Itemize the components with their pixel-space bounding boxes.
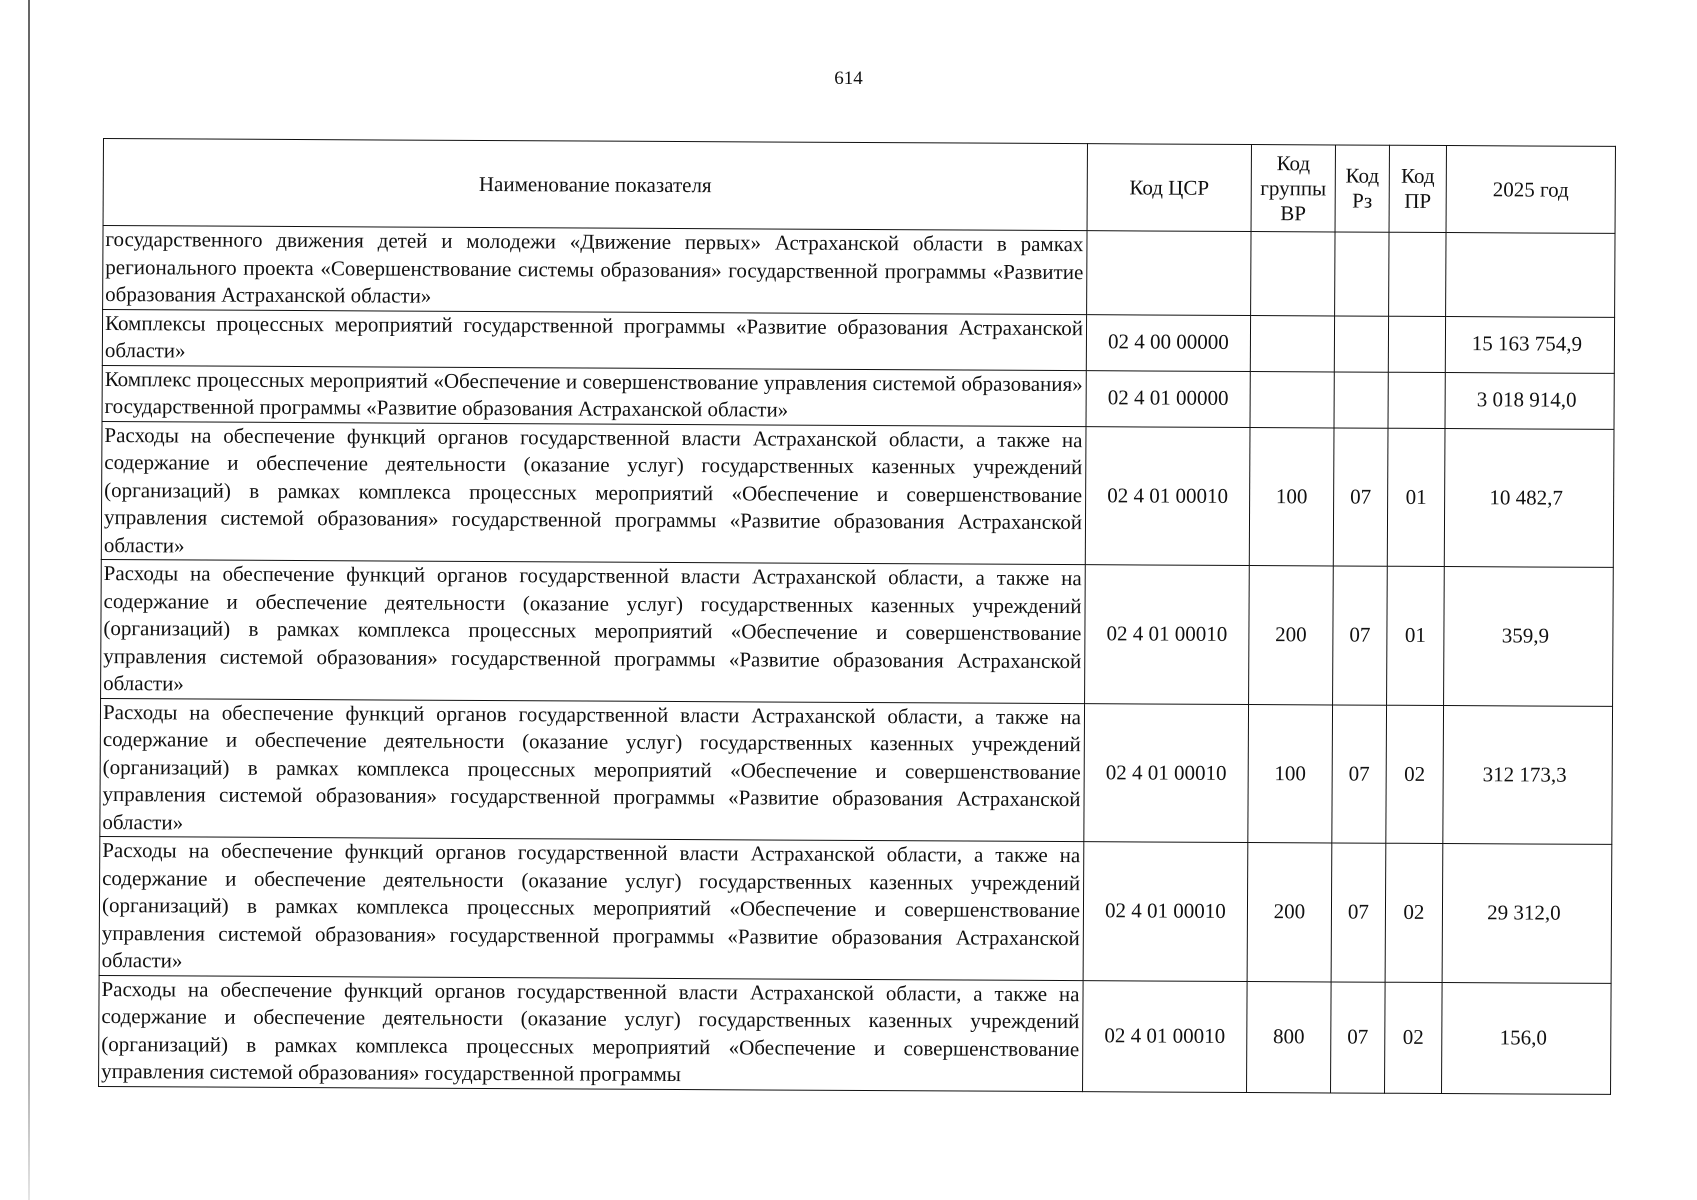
row-amount: 10 482,7 [1444, 428, 1614, 567]
header-year: 2025 год [1446, 146, 1615, 234]
row-name: Расходы на обеспечение функций органов государственной власти Астраханской области, а также на содержание и обеспечение деятельности (оказание услуг) государственных казенных учреждений (организаций) в рамках комплекса процессных мероприятий «Обеспечение и совершенствование управления системой образования» государственной программы «Развитие образования Астраханской области» [100, 698, 1085, 842]
row-name: Расходы на обеспечение функций органов государственной власти Астраханской области, а также на содержание и обеспечение деятельности (оказание услуг) государственных казенных учреждений (организаций) в рамках комплекса процессных мероприятий «Обеспечение и совершенствование управления системой образования» государственной программы «Развитие образования Астраханской области» [101, 559, 1086, 703]
row-name: Комплекс процессных мероприятий «Обеспечение и совершенствование управления системой образования» государственной программы «Развитие образования Астраханской области» [102, 365, 1086, 426]
row-amount: 3 018 914,0 [1445, 372, 1614, 429]
page-number: 614 [834, 68, 863, 89]
table-row [101, 559, 1614, 705]
row-amount: 29 312,0 [1442, 844, 1612, 983]
row-amount [1446, 233, 1615, 317]
row-rz: 07 [1331, 843, 1386, 982]
row-pr: 02 [1385, 982, 1443, 1093]
row-pr [1389, 232, 1446, 316]
row-pr [1388, 372, 1445, 428]
table-row [102, 365, 1614, 429]
row-name: государственного движения детей и молодежи «Движение первых» Астраханской области в рамках регионального проекта «Совершенствование системы образования» государственной программы «Развитие образования Астраханской области» [103, 226, 1087, 315]
row-amount: 156,0 [1442, 982, 1612, 1094]
row-csr: 02 4 01 00010 [1083, 980, 1248, 1092]
row-vr: 100 [1249, 427, 1334, 566]
row-csr [1087, 231, 1251, 315]
row-csr: 02 4 01 00000 [1086, 370, 1250, 427]
row-vr: 100 [1248, 704, 1333, 843]
row-name: Комплексы процессных мероприятий государственной программы «Развитие образования Астраханской области» [102, 309, 1086, 370]
row-pr [1388, 316, 1445, 372]
row-vr [1250, 315, 1334, 371]
scan-edge-line [28, 0, 30, 1200]
row-csr: 02 4 00 00000 [1086, 314, 1250, 371]
row-rz: 07 [1331, 981, 1386, 1092]
row-rz [1335, 232, 1389, 316]
header-vr: Код группы ВР [1251, 145, 1335, 232]
row-rz [1334, 315, 1388, 371]
header-row [103, 139, 1615, 234]
budget-table [98, 138, 1616, 1094]
table-row [100, 698, 1613, 844]
table-row [99, 975, 1612, 1094]
header-pr: Код ПР [1389, 145, 1446, 232]
row-pr: 01 [1387, 428, 1445, 567]
row-pr: 02 [1386, 705, 1444, 844]
row-rz: 07 [1333, 566, 1388, 705]
row-rz: 07 [1333, 427, 1388, 566]
table-body [99, 226, 1615, 1094]
table-header [103, 139, 1615, 234]
row-rz: 07 [1332, 704, 1387, 843]
row-vr: 200 [1249, 566, 1334, 705]
table-row [101, 421, 1614, 567]
row-amount: 15 163 754,9 [1445, 316, 1614, 373]
header-rz: Код Рз [1335, 145, 1389, 232]
header-csr: Код ЦСР [1087, 144, 1251, 232]
table-row [99, 836, 1612, 982]
row-amount: 359,9 [1444, 567, 1614, 706]
row-pr: 01 [1387, 566, 1445, 705]
table-row [103, 226, 1615, 317]
row-vr [1250, 371, 1334, 427]
row-vr [1251, 232, 1335, 316]
row-rz [1334, 371, 1388, 427]
row-name: Расходы на обеспечение функций органов государственной власти Астраханской области, а также на содержание и обеспечение деятельности (оказание услуг) государственных казенных учреждений (организаций) в рамках комплекса процессных мероприятий «Обеспечение и совершенствование управления системой образования» государственной программы [99, 975, 1084, 1091]
row-csr: 02 4 01 00010 [1083, 842, 1248, 981]
row-name: Расходы на обеспечение функций органов государственной власти Астраханской области, а также на содержание и обеспечение деятельности (оказание услуг) государственных казенных учреждений (организаций) в рамках комплекса процессных мероприятий «Обеспечение и совершенствование управления системой образования» государственной программы «Развитие образования Астраханской области» [99, 836, 1084, 980]
row-name: Расходы на обеспечение функций органов государственной власти Астраханской области, а также на содержание и обеспечение деятельности (оказание услуг) государственных казенных учреждений (организаций) в рамках комплекса процессных мероприятий «Обеспечение и совершенствование управления системой образования» государственной программы «Развитие образования Астраханской области» [101, 421, 1086, 565]
header-name: Наименование показателя [103, 139, 1087, 231]
row-vr: 200 [1247, 843, 1332, 982]
row-pr: 02 [1385, 843, 1443, 982]
row-csr: 02 4 01 00010 [1085, 426, 1250, 565]
table-row [102, 309, 1614, 373]
row-amount: 312 173,3 [1443, 705, 1613, 844]
row-vr: 800 [1247, 981, 1332, 1092]
row-csr: 02 4 01 00010 [1085, 565, 1250, 704]
row-csr: 02 4 01 00010 [1084, 703, 1249, 842]
